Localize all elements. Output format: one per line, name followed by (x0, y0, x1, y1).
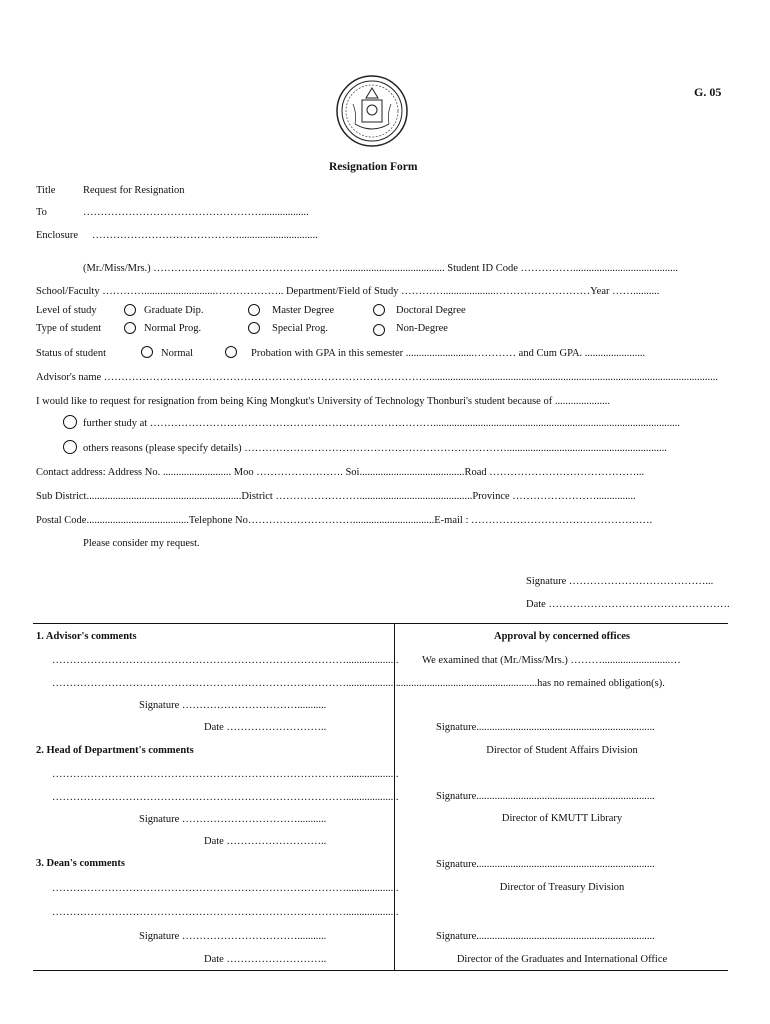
advisor-signature-field[interactable]: Signature ……………………………........... (139, 700, 327, 711)
name-and-id-field[interactable]: (Mr./Miss/Mrs.) ………………………………………………....................................... Student ID Code ……………........................................ (83, 263, 679, 274)
page-title: Resignation Form (329, 161, 418, 173)
head-date-field[interactable]: Date ……………………….. (204, 836, 327, 847)
radio-doctoral-degree[interactable] (373, 304, 385, 316)
status-option-probation[interactable]: Probation with GPA in this semester ..........................………… and Cum GPA. ....................... (251, 348, 646, 359)
approval-heading: Approval by concerned offices (493, 631, 630, 642)
advisor-comments-heading: 1. Advisor's comments (36, 631, 137, 642)
reason-further-study-field[interactable]: further study at ……………………………………………………………………….............................................................................................. (83, 418, 681, 429)
closing-text: Please consider my request. (83, 538, 200, 549)
type-option-special: Special Prog. (272, 323, 328, 334)
dean-comment-line-2[interactable]: ………………………………………………………………………….................... (52, 907, 399, 918)
dean-signature-field[interactable]: Signature ……………………………........... (139, 931, 327, 942)
advisor-comment-line-2[interactable]: ………………………………………………………………………….................... (52, 678, 399, 689)
status-label: Status of student (36, 348, 106, 359)
level-option-master: Master Degree (272, 305, 335, 316)
request-statement[interactable]: I would like to request for resignation from being King Mongkut's University of Technology Thonburi's student because of ..................... (36, 396, 610, 407)
title-label: Title (36, 185, 56, 196)
radio-special-prog[interactable] (248, 322, 260, 334)
office-treasury: Director of Treasury Division (499, 882, 625, 893)
advisor-comment-line-1[interactable]: ………………………………………………………………………….................... (52, 655, 399, 666)
head-comment-line-1[interactable]: ………………………………………………………………………….................... (52, 769, 399, 780)
type-option-normal: Normal Prog. (144, 323, 202, 334)
graduates-signature-field[interactable]: Signature.................................................................... (436, 931, 655, 942)
radio-normal-prog[interactable] (124, 322, 136, 334)
level-label: Level of study (36, 305, 97, 316)
contact-address-field[interactable]: Contact address: Address No. .......................... Moo ……………………. Soi........................................Road ……………………………………... (36, 467, 645, 478)
advisor-name-field[interactable]: Advisor's name ………………………………………………………………………………….............................................................................................................. (36, 372, 719, 383)
obligation-statement[interactable]: .....................................................has no remained obligation(s). (398, 678, 665, 689)
to-field[interactable]: …………………………………………….................. (83, 207, 309, 218)
radio-status-normal[interactable] (141, 346, 153, 358)
level-option-doctoral: Doctoral Degree (396, 305, 466, 316)
table-top-border (33, 623, 728, 624)
enclosure-field[interactable]: …………………………………….............................. (92, 230, 318, 241)
dean-date-field[interactable]: Date ……………………….. (204, 954, 327, 965)
radio-non-degree[interactable] (373, 324, 385, 336)
advisor-date-field[interactable]: Date ……………………….. (204, 722, 327, 733)
office-student-affairs: Director of Student Affairs Division (486, 745, 638, 756)
dean-comment-line-1[interactable]: ………………………………………………………………………….................... (52, 883, 399, 894)
treasury-signature-field[interactable]: Signature.................................................................... (436, 859, 655, 870)
head-comments-heading: 2. Head of Department's comments (36, 745, 194, 756)
library-signature-field[interactable]: Signature.................................................................... (436, 791, 655, 802)
head-comment-line-2[interactable]: ………………………………………………………………………….................... (52, 792, 399, 803)
student-affairs-signature-field[interactable]: Signature.................................................................... (436, 722, 655, 733)
radio-master-degree[interactable] (248, 304, 260, 316)
enclosure-label: Enclosure (36, 230, 78, 241)
dean-comments-heading: 3. Dean's comments (36, 858, 125, 869)
office-graduates-international: Director of the Graduates and International Office (456, 954, 668, 965)
type-label: Type of student (36, 323, 102, 334)
radio-further-study[interactable] (63, 415, 77, 429)
radio-status-probation[interactable] (225, 346, 237, 358)
examined-name-field[interactable]: We examined that (Mr./Miss/Mrs.) ………..........................… (422, 655, 681, 666)
to-label: To (36, 207, 47, 218)
radio-other-reasons[interactable] (63, 440, 77, 454)
reason-other-field[interactable]: others reasons (please specify details) …………………………………………………………………............................................................. (83, 443, 667, 454)
student-date-field[interactable]: Date ……………………………………………. (526, 599, 730, 610)
student-signature-field[interactable]: Signature …………………………………... (526, 576, 714, 587)
level-option-graduate: Graduate Dip. (144, 305, 204, 316)
table-bottom-border (33, 970, 728, 971)
head-signature-field[interactable]: Signature ……………………………........... (139, 814, 327, 825)
postal-phone-email-field[interactable]: Postal Code.......................................Telephone No…………………………...............................E-mail : ……………………………………………. (36, 515, 653, 526)
radio-graduate-dip[interactable] (124, 304, 136, 316)
status-option-normal: Normal (161, 348, 194, 359)
university-seal-icon (335, 74, 409, 153)
faculty-department-year-field[interactable]: School/Faculty …………...........................……………….. Department/Field of Study …………....................………………………Year …….......... (36, 286, 660, 297)
form-code: G. 05 (694, 85, 722, 99)
type-option-non-degree: Non-Degree (396, 323, 448, 334)
title-value: Request for Resignation (83, 185, 185, 196)
district-province-field[interactable]: Sub District...........................................................District ……………………...........................................Province ……………………............... (36, 491, 636, 502)
office-library: Director of KMUTT Library (501, 813, 623, 824)
